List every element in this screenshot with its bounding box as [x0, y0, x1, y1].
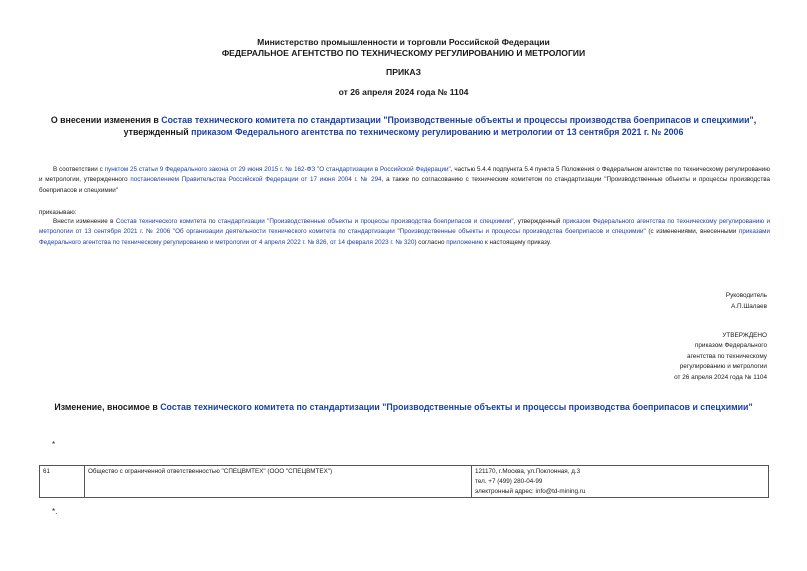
- paragraph-text: (с изменениями, внесенными: [645, 228, 739, 236]
- approval-line: УТВЕРЖДЕНО: [722, 332, 767, 339]
- approval-line: регулированию и метрологии: [679, 363, 767, 371]
- row-number: 61: [40, 466, 85, 498]
- title-link-order[interactable]: приказом Федерального агентства по техническому регулированию и метрологии от 13 сентября 2021 г. № 2006: [191, 127, 684, 137]
- title-text: , утвержденный: [123, 115, 757, 137]
- paragraph-text: , а также по согласованию с техническим комитетом по стандартизации "Производственные объекты и процессы производства боеприпасов и спецхимии": [39, 176, 770, 194]
- paragraph-text: Внести изменение в: [53, 218, 116, 225]
- document-date-number: от 26 апреля 2024 года № 1104: [338, 87, 469, 97]
- change-title-link[interactable]: Состав технического комитета по стандартизации "Производственные объекты и процессы производства боеприпасов и спецхимии": [160, 402, 753, 412]
- ministry-heading: Министерство промышленности и торговли Российской Федерации: [257, 37, 550, 47]
- order-word: приказываю:: [39, 209, 77, 216]
- signer-name: А.П.Шалаев: [730, 302, 767, 310]
- phone: тел. +7 (499) 280-04-99: [475, 477, 543, 485]
- change-title-text: Изменение, вносимое в: [54, 402, 161, 412]
- approval-block: [674, 331, 767, 383]
- body-paragraph-1: [39, 165, 770, 196]
- paragraph-text: В соответствии с: [53, 166, 105, 173]
- link-order-2006[interactable]: приказом Федерального агентства по техническому регулированию и метрологии от 13 сентября 2021 г. № 2006 "Об организации деятельности технического комитета по стандартизации "Производственные объекты и процессы производства боеприпасов и спецхимии": [39, 218, 770, 236]
- link-government-decree[interactable]: постановлением Правительства Российской Федерации от 17 июня 2004 г. № 294: [130, 176, 382, 184]
- agency-heading: ФЕДЕРАЛЬНОЕ АГЕНТСТВО ПО ТЕХНИЧЕСКОМУ РЕГУЛИРОВАНИЮ И МЕТРОЛОГИИ: [221, 48, 586, 58]
- email: электронный адрес: info@td-mining.ru: [475, 487, 586, 495]
- marker-before-table: *: [52, 440, 56, 449]
- address: 121170, г.Москва, ул.Поклонная, д.3: [475, 468, 581, 475]
- link-committee-composition[interactable]: Состав технического комитета по стандартизации "Производственные объекты и процессы производства боеприпасов и спецхимии": [115, 218, 514, 225]
- approval-line: агентства по техническому: [687, 352, 767, 360]
- paragraph-text: ) согласно: [414, 238, 447, 246]
- marker-after-table: *.: [52, 507, 58, 516]
- paragraph-text: , частью 5.4.4 подпункта 5.4 пункта 5 Положения о Федеральном агентстве по техническому регулированию и метрологии, утвержденного: [39, 166, 770, 184]
- approval-line: от 26 апреля 2024 года № 1104: [674, 373, 767, 381]
- document-type: ПРИКАЗ: [386, 67, 421, 77]
- document-title: [30, 114, 777, 138]
- organization-name: Общество с ограниченной ответственностью "СПЕЦВМТЕХ" (ООО "СПЕЦВМТЕХ"): [85, 466, 472, 498]
- organization-contacts: [472, 466, 769, 498]
- title-link-committee[interactable]: Состав технического комитета по стандартизации "Производственные объекты и процессы производства боеприпасов и спецхимии": [161, 115, 754, 125]
- paragraph-text: к настоящему приказу.: [483, 238, 552, 246]
- paragraph-text: , утвержденный: [513, 218, 563, 225]
- table-row: [40, 466, 769, 498]
- link-appendix[interactable]: приложению: [446, 238, 484, 246]
- signature-block: [726, 291, 767, 312]
- signer-position: Руководитель: [725, 292, 767, 299]
- change-title: [0, 402, 807, 412]
- members-table: [39, 465, 769, 498]
- link-federal-law[interactable]: пунктом 25 статьи 9 Федерального закона от 29 июня 2015 г. № 162-ФЗ "О стандартизации в Российской Федерации": [104, 166, 451, 173]
- body-paragraph-3: [39, 217, 770, 248]
- link-amending-orders[interactable]: приказами Федерального агентства по техническому регулированию и метрологии от 4 апреля 2022 г. № 826, от 14 февраля 2023 г. № 320: [39, 228, 770, 246]
- title-text: О внесении изменения в: [50, 115, 162, 125]
- approval-line: приказом Федерального: [694, 342, 767, 350]
